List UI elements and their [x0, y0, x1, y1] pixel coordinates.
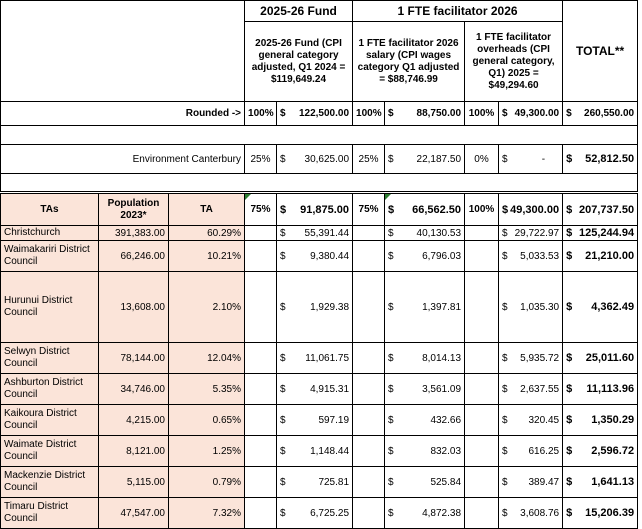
population-cell: 78,144.00: [99, 343, 169, 374]
total-cell: $ 1,641.13: [563, 467, 638, 498]
total-cell: $ 4,362.49: [563, 272, 638, 343]
ta-fund-amt: $ 91,875.00: [277, 193, 353, 226]
ta-pct-cell: 0.79%: [169, 467, 245, 498]
empty-cell: [353, 405, 385, 436]
empty-cell: [465, 241, 499, 272]
ta-pct-cell: 5.35%: [169, 374, 245, 405]
table-row: [1, 226, 638, 241]
empty-cell: [353, 467, 385, 498]
total-cell: $ 11,113.96: [563, 374, 638, 405]
empty-cell: [465, 343, 499, 374]
table-row: [1, 436, 638, 467]
ta-ovh-amt: $ 49,300.00: [499, 193, 563, 226]
empty-cell: [353, 343, 385, 374]
ta-pct-cell: 2.10%: [169, 272, 245, 343]
ta-pct-header: TA: [169, 193, 245, 226]
fund-amt-cell: $ 725.81: [277, 467, 353, 498]
overheads-amt-cell: $ 3,608.76: [499, 498, 563, 529]
ta-ovh-pct: 100%: [465, 193, 499, 226]
total-cell: $ 21,210.00: [563, 241, 638, 272]
population-cell: 34,746.00: [99, 374, 169, 405]
table-row: [1, 272, 638, 343]
ecan-fund-amt: $ 30,625.00: [277, 145, 353, 174]
empty-cell: [245, 374, 277, 405]
salary-amt-cell: $ 525.84: [385, 467, 465, 498]
rounded-ovh-pct: 100%: [465, 102, 499, 126]
empty-cell: [353, 436, 385, 467]
empty-cell: [465, 467, 499, 498]
empty-cell: [353, 374, 385, 405]
spacer-row: [1, 126, 638, 145]
population-cell: 5,115.00: [99, 467, 169, 498]
ta-name-cell: Christchurch: [1, 226, 99, 241]
total-cell: $ 1,350.29: [563, 405, 638, 436]
population-cell: 66,246.00: [99, 241, 169, 272]
overheads-amt-cell: $ 5,935.72: [499, 343, 563, 374]
fund-amt-cell: $ 597.19: [277, 405, 353, 436]
blank-corner: [1, 1, 245, 102]
empty-cell: [465, 374, 499, 405]
empty-cell: [353, 226, 385, 241]
fund-amt-cell: $ 11,061.75: [277, 343, 353, 374]
salary-amt-cell: $ 40,130.53: [385, 226, 465, 241]
fund-amt-cell: $ 1,148.44: [277, 436, 353, 467]
ecan-sal-pct: 25%: [353, 145, 385, 174]
overheads-amt-cell: $ 5,033.53: [499, 241, 563, 272]
total-cell: $ 15,206.39: [563, 498, 638, 529]
overheads-amt-cell: $ 389.47: [499, 467, 563, 498]
salary-amt-cell: $ 6,796.03: [385, 241, 465, 272]
tas-header: TAs: [1, 193, 99, 226]
ta-name-cell: Waimate District Council: [1, 436, 99, 467]
empty-cell: [245, 498, 277, 529]
empty-cell: [465, 272, 499, 343]
total-cell: $ 25,011.60: [563, 343, 638, 374]
salary-amt-cell: $ 8,014.13: [385, 343, 465, 374]
rounded-fund-amt: $ 122,500.00: [277, 102, 353, 126]
rounded-sal-amt: $ 88,750.00: [385, 102, 465, 126]
empty-cell: [245, 272, 277, 343]
ta-sal-pct: 75%: [353, 193, 385, 226]
empty-cell: [465, 436, 499, 467]
fund-amt-cell: $ 1,929.38: [277, 272, 353, 343]
ecan-fund-pct: 25%: [245, 145, 277, 174]
spacer-row: [1, 174, 638, 193]
rounded-label: Rounded ->: [1, 102, 245, 126]
empty-cell: [353, 272, 385, 343]
empty-cell: [245, 226, 277, 241]
salary-amt-cell: $ 832.03: [385, 436, 465, 467]
ta-name-cell: Hurunui District Council: [1, 272, 99, 343]
ta-pct-cell: 60.29%: [169, 226, 245, 241]
table-row: [1, 467, 638, 498]
ecan-ovh-amt: $ -: [499, 145, 563, 174]
rounded-ovh-amt: $ 49,300.00: [499, 102, 563, 126]
rounded-fund-pct: 100%: [245, 102, 277, 126]
salary-amt-cell: $ 4,872.38: [385, 498, 465, 529]
population-header: Population 2023*: [99, 193, 169, 226]
table-row: [1, 498, 638, 529]
total-cell: $ 125,244.94: [563, 226, 638, 241]
salary-amt-cell: $ 1,397.81: [385, 272, 465, 343]
empty-cell: [353, 241, 385, 272]
ecan-sal-amt: $ 22,187.50: [385, 145, 465, 174]
ta-pct-cell: 10.21%: [169, 241, 245, 272]
rounded-sal-pct: 100%: [353, 102, 385, 126]
ecan-ovh-pct: 0%: [465, 145, 499, 174]
overheads-amt-cell: $ 616.25: [499, 436, 563, 467]
ecan-label: Environment Canterbury: [1, 145, 245, 174]
empty-cell: [245, 467, 277, 498]
empty-cell: [353, 498, 385, 529]
fund-amt-cell: $ 55,391.44: [277, 226, 353, 241]
fund-amt-cell: $ 9,380.44: [277, 241, 353, 272]
ta-name-cell: Selwyn District Council: [1, 343, 99, 374]
rounded-total: $ 260,550.00: [563, 102, 638, 126]
population-cell: 4,215.00: [99, 405, 169, 436]
salary-amt-cell: $ 432.66: [385, 405, 465, 436]
empty-cell: [245, 343, 277, 374]
total-header: TOTAL**: [563, 1, 638, 102]
ta-name-cell: Ashburton District Council: [1, 374, 99, 405]
overheads-description: 1 FTE facilitator overheads (CPI general category, Q1) 2025 = $49,294.60: [465, 22, 563, 102]
salary-description: 1 FTE facilitator 2026 salary (CPI wages category Q1 adjusted = $88,746.99: [353, 22, 465, 102]
fund-description: 2025-26 Fund (CPI general category adjusted, Q1 2024 = $119,649.24: [245, 22, 353, 102]
population-cell: 391,383.00: [99, 226, 169, 241]
overheads-amt-cell: $ 29,722.97: [499, 226, 563, 241]
overheads-amt-cell: $ 320.45: [499, 405, 563, 436]
population-cell: 13,608.00: [99, 272, 169, 343]
overheads-amt-cell: $ 2,637.55: [499, 374, 563, 405]
ta-fund-pct: 75%: [245, 193, 277, 226]
empty-cell: [465, 498, 499, 529]
overheads-amt-cell: $ 1,035.30: [499, 272, 563, 343]
ta-pct-cell: 0.65%: [169, 405, 245, 436]
empty-cell: [245, 436, 277, 467]
ta-sal-amt: $ 66,562.50: [385, 193, 465, 226]
salary-amt-cell: $ 3,561.09: [385, 374, 465, 405]
empty-cell: [465, 226, 499, 241]
empty-cell: [245, 405, 277, 436]
ecan-total: $ 52,812.50: [563, 145, 638, 174]
table-row: [1, 241, 638, 272]
ta-total: $ 207,737.50: [563, 193, 638, 226]
table-row: [1, 374, 638, 405]
ta-pct-cell: 1.25%: [169, 436, 245, 467]
fund-title: 2025-26 Fund: [245, 1, 353, 22]
ta-name-cell: Timaru District Council: [1, 498, 99, 529]
ta-name-cell: Waimakariri District Council: [1, 241, 99, 272]
fte-title: 1 FTE facilitator 2026: [353, 1, 563, 22]
fund-amt-cell: $ 4,915.31: [277, 374, 353, 405]
ta-name-cell: Mackenzie District Council: [1, 467, 99, 498]
fund-amt-cell: $ 6,725.25: [277, 498, 353, 529]
table-row: [1, 343, 638, 374]
total-cell: $ 2,596.72: [563, 436, 638, 467]
table-row: [1, 405, 638, 436]
empty-cell: [465, 405, 499, 436]
empty-cell: [245, 241, 277, 272]
population-cell: 8,121.00: [99, 436, 169, 467]
population-cell: 47,547.00: [99, 498, 169, 529]
ta-pct-cell: 12.04%: [169, 343, 245, 374]
ta-name-cell: Kaikoura District Council: [1, 405, 99, 436]
ta-pct-cell: 7.32%: [169, 498, 245, 529]
